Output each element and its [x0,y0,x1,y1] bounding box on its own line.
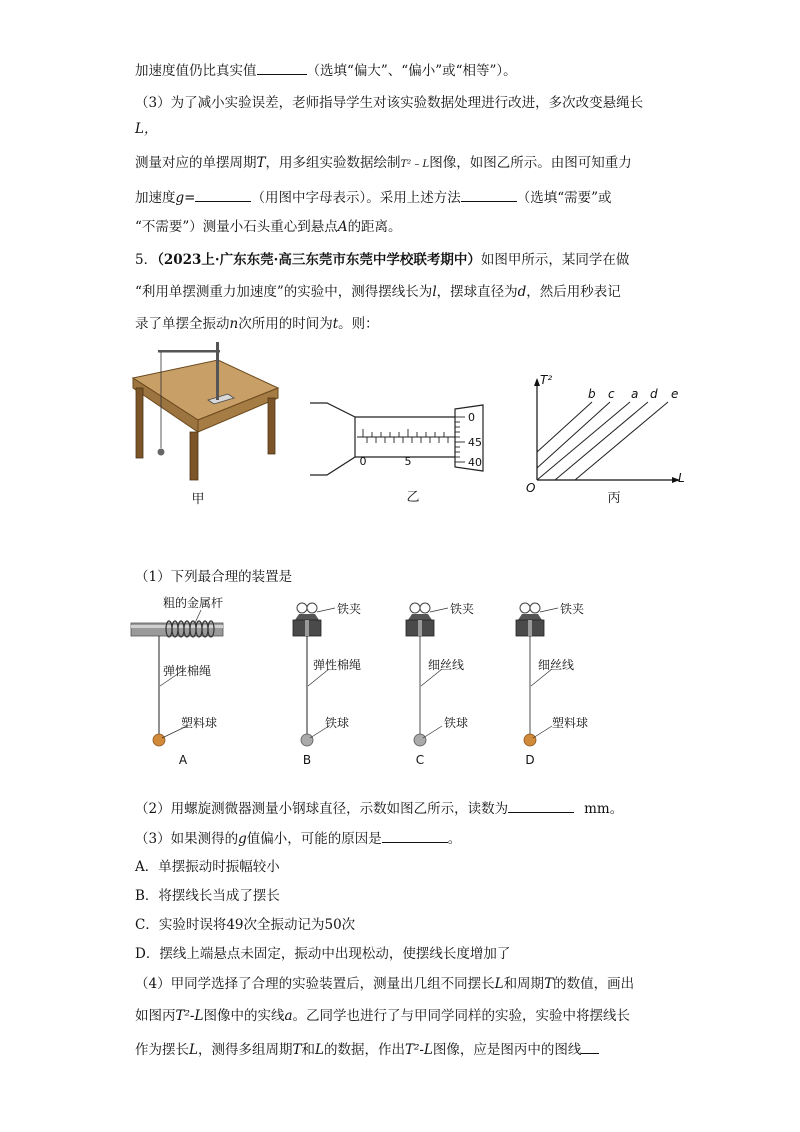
part3-choice-a[interactable]: A．单摆振动时振幅较小 [135,859,280,875]
option-c-figure[interactable] [398,590,508,770]
option-b-clamp-label: 铁夹 [337,602,362,616]
option-a-ball-label: 塑料球 [181,716,218,730]
part3-choice-c[interactable]: C．实验时误将49次全振动记为50次 [135,917,356,933]
figure-jia-label: 甲 [191,492,205,507]
option-c-letter: C [415,753,425,767]
option-b-string-label: 弹性棉绳 [313,658,362,672]
figure-bing-graph [520,368,695,508]
micrometer-main-scale-0: 0 [359,455,367,468]
option-b-ball-label: 铁球 [325,716,350,730]
graph-line-c: c [608,387,615,401]
part4-line-2: 如图丙T²-L图像中的实线a。乙同学也进行了与甲同学同样的实验，实验中将摆线长 [135,1008,631,1024]
question-5-line-1: 5．（2023上·广东东莞·高三东莞市东莞中学校联考期中）如图甲所示，某同学在做 [135,252,630,268]
option-c-clamp-label: 铁夹 [450,602,475,616]
part2-question: （2）用螺旋测微器测量小钢球直径，示数如图乙所示，读数为 mm。 [135,798,623,818]
option-d-clamp-label: 铁夹 [560,602,585,616]
option-d-figure[interactable] [508,590,618,770]
graph-y-label: T² [540,373,553,387]
figure-yi-label: 乙 [406,490,420,505]
text-line-5: 加速度g= （用图中字母表示）。采用上述方法 （选填“需要”或 [135,187,612,207]
option-a-string-label: 弹性棉绳 [163,664,212,678]
option-b-figure[interactable] [285,590,395,770]
micrometer-thimble-0: 0 [468,411,475,424]
option-d-ball-label: 塑料球 [552,716,589,730]
graph-line-d: d [650,387,658,401]
text-line-3: L， [135,121,158,137]
figure-bing-label: 丙 [607,491,621,506]
text-line-6: “不需要”）测量小石头重心到悬点A的距离。 [135,219,402,235]
text-line-4: 测量对应的单摆周期T，用多组实验数据绘制T² – L图像，如图乙所示。由图可知重力 [135,155,632,171]
graph-origin: O [526,481,536,495]
option-d-string-label: 细丝线 [538,658,575,672]
graph-line-a: a [631,387,639,401]
part1-question: （1）下列最合理的装置是 [135,569,293,585]
option-d-letter: D [525,753,535,767]
graph-line-b: b [588,387,596,401]
part3-choice-b[interactable]: B．将摆线长当成了摆长 [135,888,280,904]
question-5-line-3: 录了单摆全振动n次所用的时间为t。则： [135,316,379,332]
micrometer-thimble-45: 45 [468,436,482,449]
figure-yi-micrometer [305,395,510,510]
answer-blank[interactable] [382,828,448,843]
part4-line-3: 作为摆长L，测得多组周期T和L的数据，作出T²-L图像，应是图丙中的图线 [135,1039,599,1059]
part3-choice-d[interactable]: D．摆线上端悬点未固定，振动中出现松动，使摆线长度增加了 [135,946,511,962]
text-line-1: 加速度值仍比真实值 （选填“偏大”、“偏小”或“相等”）。 [135,60,517,80]
option-a-figure[interactable] [125,590,245,770]
question-5-line-2: “利用单摆测重力加速度”的实验中，测得摆线长为l，摆球直径为d，然后用秒表记 [135,284,621,300]
answer-blank[interactable] [461,187,517,202]
part3-question: （3）如果测得的g值偏小，可能的原因是 。 [135,828,461,848]
figure-jia-table-pendulum [128,340,288,510]
option-b-letter: B [302,753,312,767]
micrometer-main-scale-5: 5 [404,455,412,468]
option-a-letter: A [178,753,188,767]
micrometer-thimble-40: 40 [468,456,482,469]
graph-line-e: e [671,387,679,401]
text-line-2: （3）为了减小实验误差，老师指导学生对该实验数据处理进行改进，多次改变悬绳长 [135,95,644,111]
option-c-ball-label: 铁球 [444,716,469,730]
part4-line-1: （4）甲同学选择了合理的实验装置后，测量出几组不同摆长L和周期T的数值，画出 [135,976,635,992]
graph-x-label: L [678,471,685,485]
answer-blank[interactable] [581,1039,599,1054]
answer-blank[interactable] [257,60,307,75]
answer-blank[interactable] [508,798,574,813]
option-c-string-label: 细丝线 [428,658,465,672]
option-a-rod-label: 粗的金属杆 [163,596,224,610]
answer-blank[interactable] [195,187,251,202]
